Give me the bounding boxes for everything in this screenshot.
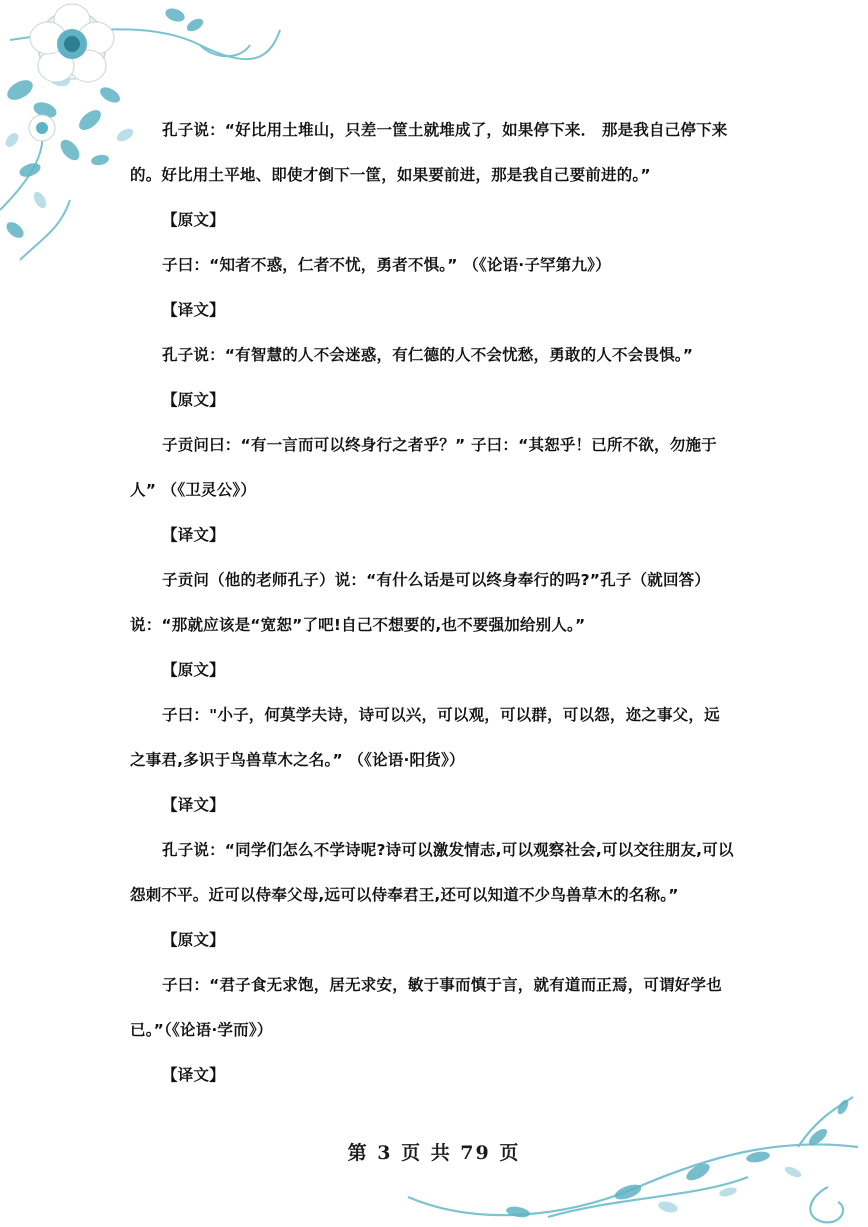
section-heading-yuanwen: 【原文】 bbox=[162, 211, 225, 229]
document-body bbox=[130, 108, 735, 1098]
page-number-footer: 第 3 页 共 79 页 bbox=[347, 1142, 521, 1164]
section-heading-yuanwen: 【原文】 bbox=[162, 931, 225, 949]
paragraph-text: 子贡问曰：“有一言而可以终身行之者乎？” 子曰：“其恕乎！已所不欲，勿施于人” （《卫灵公》） bbox=[130, 436, 717, 499]
section-heading-yiwen: 【译文】 bbox=[162, 1066, 225, 1084]
paragraph-text: 孔子说：“同学们怎么不学诗呢?诗可以激发情志,可以观察社会,可以交往朋友,可以怨刺不平。近可以侍奉父母,远可以侍奉君王,还可以知道不少鸟兽草木的名称。” bbox=[130, 841, 734, 904]
paragraph-text: 子贡问（他的老师孔子）说：“有什么话是可以终身奉行的吗?”孔子（就回答）说：“那就应该是“宽恕”了吧!自己不想要的,也不要强加给别人。” bbox=[130, 571, 711, 634]
paragraph-text: 孔子说：“好比用土堆山，只差一筐土就堆成了，如果停下来． 那是我自己停下来的。好比用土平地、即使才倒下一筐，如果要前进，那是我自己要前进的。” bbox=[130, 121, 728, 184]
section-heading-yiwen: 【译文】 bbox=[162, 526, 225, 544]
section-heading-yiwen: 【译文】 bbox=[162, 301, 225, 319]
paragraph-text: 孔子说：“有智慧的人不会迷惑，有仁德的人不会忧愁，勇敢的人不会畏惧。” bbox=[162, 346, 694, 364]
section-heading-yuanwen: 【原文】 bbox=[162, 391, 225, 409]
paragraph-text: 子曰：“知者不惑，仁者不忧，勇者不惧。” （《论语·子罕第九》） bbox=[162, 256, 611, 274]
paragraph-text: 子曰："小子，何莫学夫诗，诗可以兴，可以观，可以群，可以怨，迩之事父，远之事君,多识于鸟兽草木之名。” （《论语·阳货》） bbox=[130, 706, 720, 769]
flower-icon bbox=[30, 4, 114, 82]
section-heading-yuanwen: 【原文】 bbox=[162, 661, 225, 679]
paragraph-text: 子曰：“君子食无求饱，居无求安，敏于事而慎于言，就有道而正焉，可谓好学也已。”（《论语·学而》） bbox=[130, 976, 722, 1039]
section-heading-yiwen: 【译文】 bbox=[162, 796, 225, 814]
